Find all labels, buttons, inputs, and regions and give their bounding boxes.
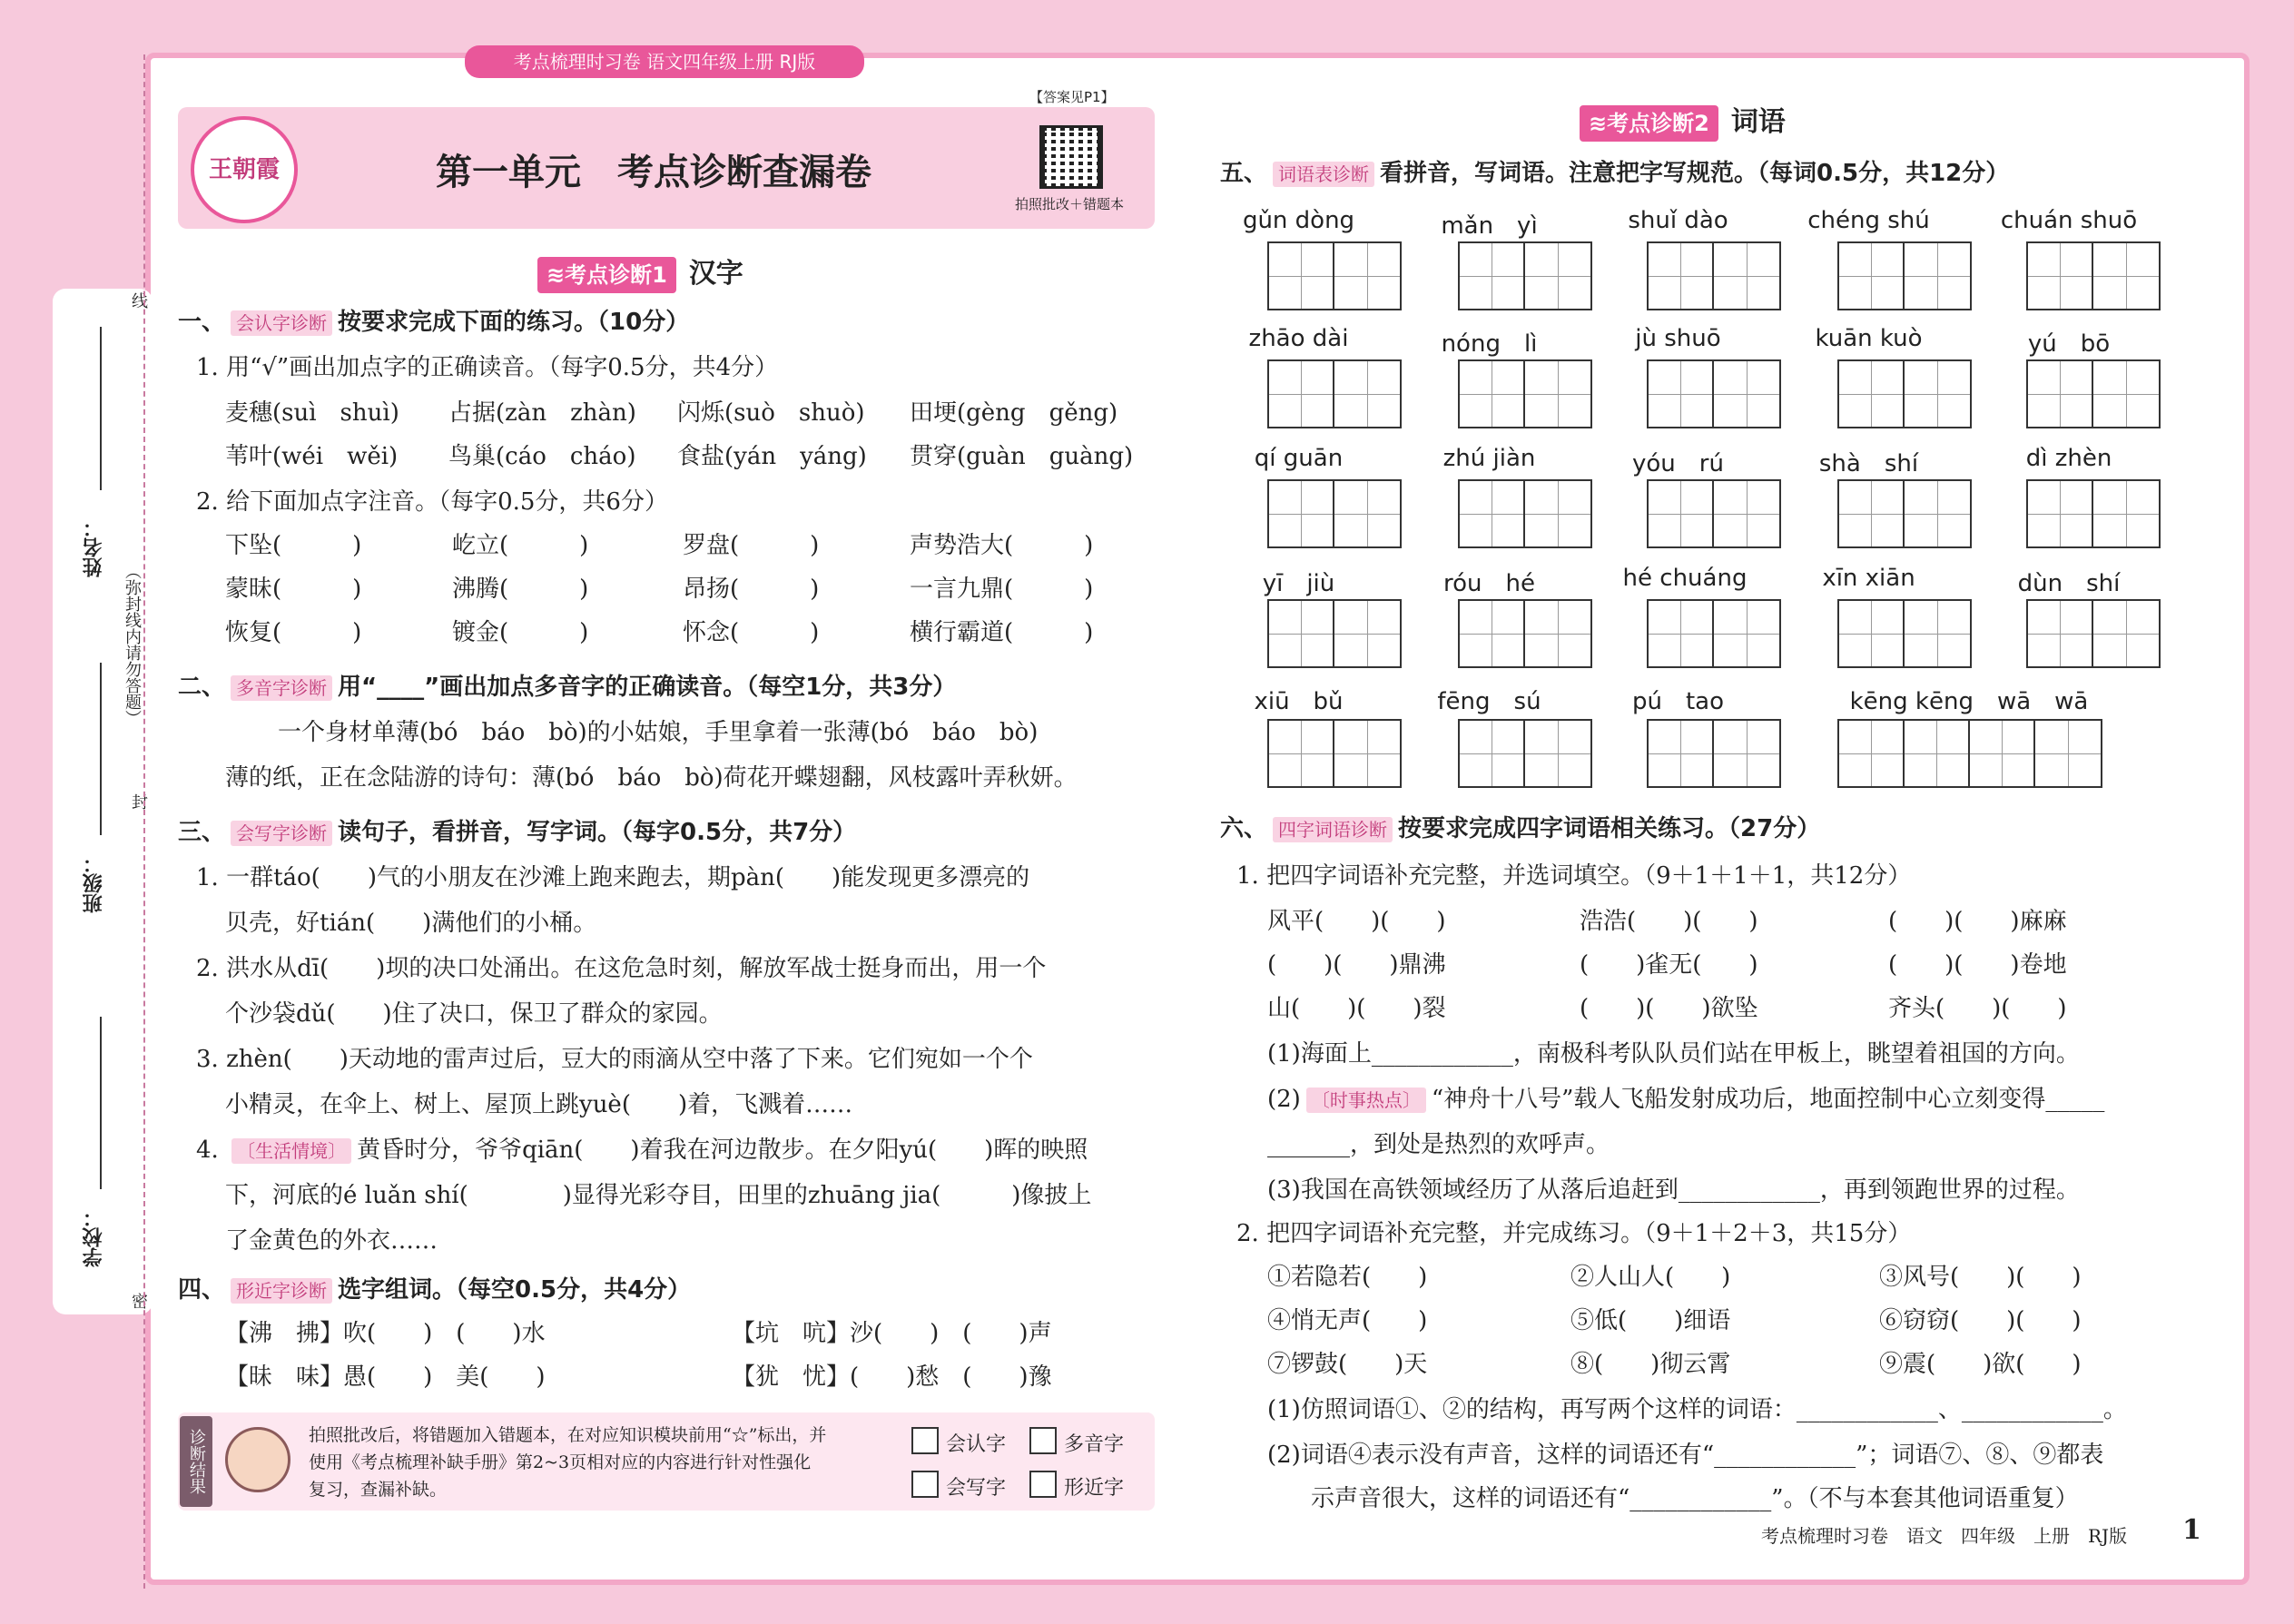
pinyin-1-3: shuǐ dào — [1628, 207, 1728, 234]
school-label: 学校： — [83, 1207, 105, 1267]
pinyin-2-3: jù shuō — [1635, 325, 1721, 352]
q4-item-b[interactable]: 【坑 吭】沙( ) ( )声 — [732, 1320, 1052, 1347]
q6-x3-b[interactable]: ⑧( )彻云霄 — [1570, 1351, 1731, 1378]
grid-4-2[interactable] — [1458, 599, 1592, 668]
pinyin-3-4: shà shí — [1818, 450, 1919, 477]
q6-sub2: 2. 把四字词语补充完整，并完成练习。（9＋1＋2＋3，共15分） — [1236, 1220, 1912, 1247]
q6-w2-a[interactable]: ( )( )鼎沸 — [1267, 951, 1446, 979]
checkbox-write-label: 会写字 — [946, 1477, 1007, 1500]
q6-ex-2[interactable]: (2)词语④表示没有声音，这样的词语还有“____________”；词语⑦、⑧、⑨都表 — [1267, 1442, 2104, 1469]
q1-heading: 一、 会认字诊断 按要求完成下面的练习。（10分） — [178, 309, 690, 336]
grid-3-5[interactable] — [2026, 479, 2161, 548]
pinyin-3-1: qí guān — [1254, 445, 1344, 472]
grid-1-4[interactable] — [1837, 241, 1972, 310]
q6-fill-2[interactable]: (2) 〔时事热点〕 “神舟十八号”载人飞船发射成功后，地面控制中心立刻变得_____ — [1267, 1086, 2105, 1113]
q1-row3-a[interactable]: 下坠( ) — [225, 532, 362, 559]
q3-line6[interactable]: 小精灵，在伞上、树上、屋顶上跳yuè( )着，飞溅着…… — [225, 1091, 853, 1118]
q1-row1-c: 闪烁(suò shuò) — [677, 399, 865, 427]
pinyin-3-3: yóu rú — [1632, 450, 1724, 477]
grid-2-2[interactable] — [1458, 359, 1592, 428]
q6-tag: 四字词语诊断 — [1273, 817, 1393, 842]
q2-heading: 二、 多音字诊断 用“____”画出加点多音字的正确读音。（每空1分，共3分） — [178, 674, 957, 701]
grid-5-1[interactable] — [1267, 719, 1402, 788]
q3-line8[interactable]: 下，河底的é luǎn shí( )显得光彩夺目，田里的zhuāng jia( )像披上 — [225, 1182, 1092, 1209]
checkbox-similar-label: 形近字 — [1064, 1477, 1125, 1500]
q6-w3-b[interactable]: ( )( )欲坠 — [1580, 995, 1758, 1022]
q4-item-d[interactable]: 【犹 忧】( )愁 ( )豫 — [732, 1363, 1052, 1391]
grid-5-3[interactable] — [1647, 719, 1781, 788]
grid-1-5[interactable] — [2026, 241, 2161, 310]
q3-line1[interactable]: 1. 一群táo( )气的小朋友在沙滩上跑来跑去，期pàn( )能发现更多漂亮的 — [196, 864, 1030, 891]
section-1-title: 汉字 — [688, 258, 743, 290]
section-1-badge: ≋考点诊断1 — [537, 257, 676, 293]
q4-item-a[interactable]: 【沸 拂】吹( ) ( )水 — [225, 1320, 546, 1347]
checkbox-polyphone-label: 多音字 — [1064, 1433, 1125, 1456]
q1-row1-b: 占据(zàn zhàn) — [448, 399, 636, 427]
pinyin-3-2: zhú jiàn — [1442, 445, 1536, 472]
diagnosis-text-1: 拍照批改后，将错题加入错题本，在对应知识模块前用“☆”标出，并 — [309, 1425, 827, 1445]
q3-line2[interactable]: 贝壳，好tián( )满他们的小桶。 — [225, 910, 597, 937]
grid-2-3[interactable] — [1647, 359, 1781, 428]
q1-row4-d[interactable]: 一言九鼎( ) — [910, 576, 1094, 603]
cartoon-girl-icon — [225, 1427, 290, 1492]
pinyin-2-1: zhāo dài — [1248, 325, 1349, 352]
q2-line2: 薄的纸，正在念陆游的诗句：薄(bó báo bò)荷花开蝶翅翻，风枝露叶弄秋妍。 — [225, 764, 1078, 792]
page-title: 第一单元 考点诊断查漏卷 — [436, 152, 871, 193]
pinyin-5-1: xiū bǔ — [1254, 688, 1344, 715]
seal-dashed-line — [143, 54, 145, 1589]
pinyin-3-5: dì zhèn — [2025, 445, 2112, 472]
q1-row4-b[interactable]: 沸腾( ) — [452, 576, 589, 603]
pinyin-5-2: fēng sú — [1437, 688, 1541, 715]
q6-x3-c[interactable]: ⑨震( )欲( ) — [1879, 1351, 2082, 1378]
q1-row5-c[interactable]: 怀念( ) — [683, 619, 820, 646]
q6-x1-a[interactable]: ①若隐若( ) — [1267, 1264, 1428, 1291]
seal-char-1: 线 — [132, 292, 148, 311]
grid-2-1[interactable] — [1267, 359, 1402, 428]
q2-tag: 多音字诊断 — [231, 675, 332, 701]
q6-heading: 六、 四字词语诊断 按要求完成四字词语相关练习。（27分） — [1220, 815, 1821, 842]
q6-w3-c[interactable]: 齐头( )( ) — [1888, 995, 2067, 1022]
q6-w2-b[interactable]: ( )雀无( ) — [1580, 951, 1758, 979]
grid-1-1[interactable] — [1267, 241, 1402, 310]
checkbox-recognize-label: 会认字 — [946, 1433, 1007, 1456]
q1-row5-b[interactable]: 镀金( ) — [452, 619, 589, 646]
q4-heading: 四、 形近字诊断 选字组词。（每空0.5分，共4分） — [178, 1276, 692, 1304]
q1-row4-c[interactable]: 昂扬( ) — [683, 576, 820, 603]
q4-tag: 形近字诊断 — [231, 1278, 332, 1304]
pinyin-4-2: róu hé — [1443, 570, 1535, 597]
q6-sub1: 1. 把四字词语补充完整，并选词填空。（9＋1＋1＋1，共12分） — [1236, 862, 1912, 890]
school-line — [100, 1017, 102, 1189]
q1-row3-b[interactable]: 屹立( ) — [452, 532, 589, 559]
pinyin-4-1: yī jiù — [1262, 570, 1335, 597]
section-2-badge: ≋考点诊断2 — [1580, 105, 1718, 142]
grid-4-4[interactable] — [1837, 599, 1972, 668]
q6-fill-1[interactable]: (1)海面上____________，南极科考队队员们站在甲板上，眺望着祖国的方向。 — [1267, 1040, 2080, 1068]
page-number: 1 — [2182, 1514, 2201, 1546]
q4-item-c[interactable]: 【昧 味】愚( ) 美( ) — [225, 1363, 546, 1391]
q6-x1-b[interactable]: ②人山人( ) — [1570, 1264, 1731, 1291]
grid-3-2[interactable] — [1458, 479, 1592, 548]
checkbox-write[interactable] — [911, 1471, 939, 1498]
seal-char-3: 密 — [132, 1293, 148, 1312]
q5-tag: 词语表诊断 — [1273, 162, 1374, 187]
q6-x1-c[interactable]: ③风号( )( ) — [1879, 1264, 2082, 1291]
pinyin-2-4: kuān kuò — [1815, 325, 1923, 352]
footer-text: 考点梳理时习卷 语文 四年级 上册 RJ版 — [1761, 1525, 2128, 1547]
qr-caption: 拍照批改＋错题本 — [1015, 196, 1125, 212]
q3-heading: 三、 会写字诊断 读句子，看拼音，写字词。（每字0.5分，共7分） — [178, 819, 857, 846]
q6-w1-b[interactable]: 浩浩( )( ) — [1580, 908, 1758, 935]
grid-3-3[interactable] — [1647, 479, 1781, 548]
seal-char-2: 封 — [132, 793, 148, 812]
q6-fill-2b[interactable]: _______，到处是热烈的欢呼声。 — [1267, 1131, 1610, 1158]
q3-line4[interactable]: 个沙袋dǔ( )住了决口，保卫了群众的家园。 — [225, 1000, 723, 1028]
q6-x2-a[interactable]: ④悄无声( ) — [1267, 1307, 1428, 1334]
pinyin-1-1: gǔn dòng — [1242, 207, 1355, 234]
answer-ref: 【答案见P1】 — [1029, 89, 1115, 105]
pinyin-4-5: dùn shí — [2017, 570, 2121, 597]
pinyin-5-4: kēng kēng wā wā — [1849, 688, 2089, 715]
grid-4-1[interactable] — [1267, 599, 1402, 668]
grid-1-3[interactable] — [1647, 241, 1781, 310]
q3-tag: 会写字诊断 — [231, 821, 332, 846]
q1-row4-a[interactable]: 蒙昧( ) — [225, 576, 362, 603]
grid-2-4[interactable] — [1837, 359, 1972, 428]
pinyin-4-3: hé chuáng — [1622, 565, 1748, 592]
q2-line1: 一个身材单薄(bó báo bò)的小姑娘，手里拿着一张薄(bó báo bò) — [278, 719, 1039, 746]
book-tab: 考点梳理时习卷 语文四年级上册 RJ版 — [465, 45, 864, 78]
name-line — [100, 327, 102, 490]
q6-ex-1[interactable]: (1)仿照词语①、②的结构，再写两个这样的词语：____________、____________。 — [1267, 1396, 2127, 1423]
q3-line3[interactable]: 2. 洪水从dī( )坝的决口处涌出。在这危急时刻，解放军战士挺身而出，用一个 — [196, 955, 1047, 982]
section-1-heading — [537, 256, 743, 292]
grid-1-2[interactable] — [1458, 241, 1592, 310]
q1-row3-c[interactable]: 罗盘( ) — [683, 532, 820, 559]
qr-pattern — [1045, 131, 1098, 183]
grid-3-4[interactable] — [1837, 479, 1972, 548]
pinyin-2-5: yú bō — [2027, 330, 2111, 358]
class-label: 班级： — [83, 853, 105, 913]
q3-line9: 了金黄色的外衣…… — [225, 1227, 438, 1255]
q1-row2-a: 苇叶(wéi wěi) — [225, 443, 399, 470]
q3-line5[interactable]: 3. zhèn( )天动地的雷声过后，豆大的雨滴从空中落了下来。它们宛如一个个 — [196, 1046, 1033, 1073]
checkbox-similar[interactable] — [1029, 1471, 1057, 1498]
pinyin-4-4: xīn xiān — [1822, 565, 1915, 592]
pinyin-1-2: mǎn yì — [1441, 212, 1538, 240]
q1-row1-a: 麦穗(suì shuì) — [225, 399, 399, 427]
seal-note: （弥封线内请勿答题） — [123, 563, 142, 726]
pinyin-1-5: chuán shuō — [2000, 207, 2138, 234]
q1-sub2: 2. 给下面加点字注音。（每字0.5分，共6分） — [196, 488, 668, 516]
q6-x3-a[interactable]: ⑦锣鼓( )天 — [1267, 1351, 1428, 1378]
grid-4-5[interactable] — [2026, 599, 2161, 668]
q1-row2-d: 贯穿(guàn guàng) — [910, 443, 1134, 470]
q5-heading: 五、 词语表诊断 看拼音，写词语。注意把字写规范。（每词0.5分，共12分） — [1220, 160, 2010, 187]
q1-row2-c: 食盐(yán yáng) — [677, 443, 867, 470]
q3-line7[interactable]: 4. 〔生活情境〕 黄昏时分，爷爷qiān( )着我在河边散步。在夕阳yú( )晖的映照 — [196, 1137, 1088, 1164]
checkbox-recognize[interactable] — [911, 1427, 939, 1454]
q6-w1-c[interactable]: ( )( )麻麻 — [1888, 908, 2067, 935]
pinyin-2-2: nóng lì — [1441, 330, 1538, 358]
q6-x2-b[interactable]: ⑤低( )细语 — [1570, 1307, 1731, 1334]
q6-x2-c[interactable]: ⑥窃窃( )( ) — [1879, 1307, 2082, 1334]
q1-tag: 会认字诊断 — [231, 310, 332, 336]
q1-sub1: 1. 用“√”画出加点字的正确读音。（每字0.5分，共4分） — [196, 354, 779, 381]
pinyin-5-3: pú tao — [1631, 688, 1725, 715]
q6-w3-a[interactable]: 山( )( )裂 — [1267, 995, 1446, 1022]
q6-w2-c[interactable]: ( )( )卷地 — [1888, 951, 2067, 979]
q6-ex-3[interactable]: 示声音很大，这样的词语还有“____________”。（不与本套其他词语重复） — [1311, 1485, 2079, 1512]
q1-row1-d: 田埂(gèng gěng) — [910, 399, 1118, 427]
q6-fill-3[interactable]: (3)我国在高铁领域经历了从落后追赶到____________，再到领跑世界的过程。 — [1267, 1176, 2080, 1204]
grid-3-1[interactable] — [1267, 479, 1402, 548]
section-2-heading — [1580, 104, 1786, 141]
brand-logo: 王朝霞 — [191, 116, 298, 223]
grid-5-2[interactable] — [1458, 719, 1592, 788]
q1-row5-d[interactable]: 横行霸道( ) — [910, 619, 1094, 646]
class-line — [100, 663, 102, 835]
q6-w1-a[interactable]: 风平( )( ) — [1267, 908, 1446, 935]
checkbox-polyphone[interactable] — [1029, 1427, 1057, 1454]
name-label: 姓名： — [83, 517, 105, 577]
diagnosis-text-3: 复习，查漏补缺。 — [309, 1480, 448, 1500]
diagnosis-text-2: 使用《考点梳理补缺手册》第2~3页相对应的内容进行针对性强化 — [309, 1452, 812, 1472]
q1-row2-b: 鸟巢(cáo cháo) — [448, 443, 636, 470]
pinyin-1-4: chéng shú — [1807, 207, 1930, 234]
section-2-title: 词语 — [1730, 106, 1786, 138]
grid-2-5[interactable] — [2026, 359, 2161, 428]
diagnosis-label: 诊断结果 — [180, 1416, 212, 1507]
grid-5-4[interactable] — [1837, 719, 2102, 788]
q1-row3-d[interactable]: 声势浩大( ) — [910, 532, 1094, 559]
grid-4-3[interactable] — [1647, 599, 1781, 668]
q1-row5-a[interactable]: 恢复( ) — [225, 619, 362, 646]
